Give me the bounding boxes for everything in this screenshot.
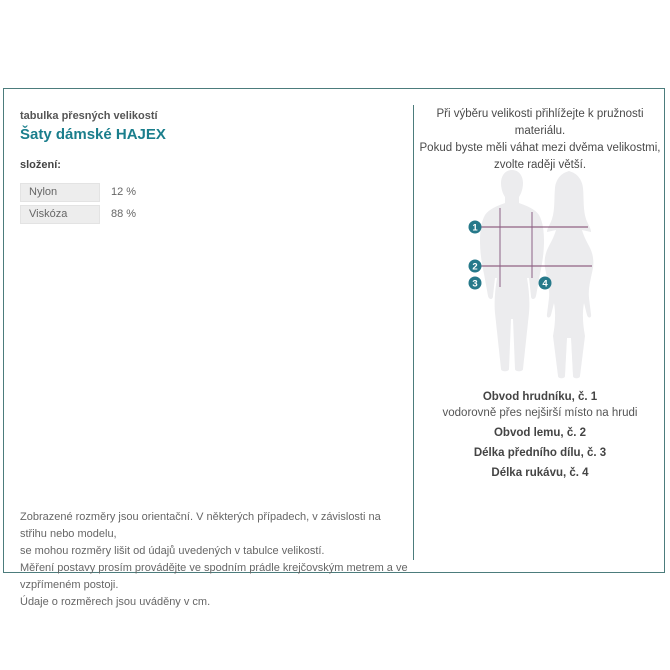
figure-silhouette-right bbox=[545, 171, 594, 378]
measurement-label-front-length: Délka předního dílu, č. 3 bbox=[473, 447, 607, 459]
svg-text:3: 3 bbox=[472, 278, 478, 290]
svg-text:2: 2 bbox=[472, 261, 478, 273]
fit-advice-line: Při výběru velikosti přihlížejte k pružnosti materiálu. bbox=[436, 108, 644, 137]
disclaimer-line: se mohou rozměry lišit od údajů uvedených v tabulce velikostí. bbox=[20, 545, 325, 557]
measurement-desc-chest: vodorovně přes nejširší místo na hrudi bbox=[442, 407, 638, 419]
disclaimer-line: Údaje o rozměrech jsou uváděny v cm. bbox=[20, 596, 211, 608]
product-title: Šaty dámské HAJEX bbox=[20, 126, 166, 143]
body-measurement-diagram bbox=[436, 164, 654, 390]
figure-silhouette-left bbox=[480, 170, 544, 371]
disclaimer-text bbox=[20, 509, 408, 611]
disclaimer-line: Měření postavy prosím provádějte ve spodním prádle krejčovským metrem a ve vzpřímeném postoji. bbox=[20, 562, 408, 591]
material-percent: 88 % bbox=[111, 208, 137, 220]
measurement-marker-1 bbox=[469, 221, 482, 234]
measurement-marker-2 bbox=[469, 260, 482, 273]
fit-advice-line: zvolte raději větší. bbox=[493, 159, 587, 171]
disclaimer-line: Zobrazené rozměry jsou orientační. V některých případech, v závislosti na střihu nebo modelu, bbox=[20, 511, 381, 540]
material-percent: 12 % bbox=[111, 186, 137, 198]
fit-advice-line: Pokud byste měli váhat mezi dvěma velikostmi, bbox=[419, 142, 661, 154]
measurement-marker-3 bbox=[469, 277, 482, 290]
measurement-label-sleeve: Délka rukávu, č. 4 bbox=[491, 467, 589, 479]
measurement-label-chest: Obvod hrudníku, č. 1 bbox=[482, 391, 598, 403]
material-name-cell: Viskóza bbox=[20, 205, 100, 224]
svg-text:4: 4 bbox=[542, 278, 548, 290]
size-table-label: tabulka přesných velikostí bbox=[20, 110, 158, 122]
composition-heading: složení: bbox=[20, 159, 61, 171]
material-name-cell: Nylon bbox=[20, 183, 100, 202]
svg-text:1: 1 bbox=[472, 222, 478, 234]
measurement-marker-4 bbox=[539, 277, 552, 290]
measurement-label-hem: Obvod lemu, č. 2 bbox=[493, 427, 587, 439]
